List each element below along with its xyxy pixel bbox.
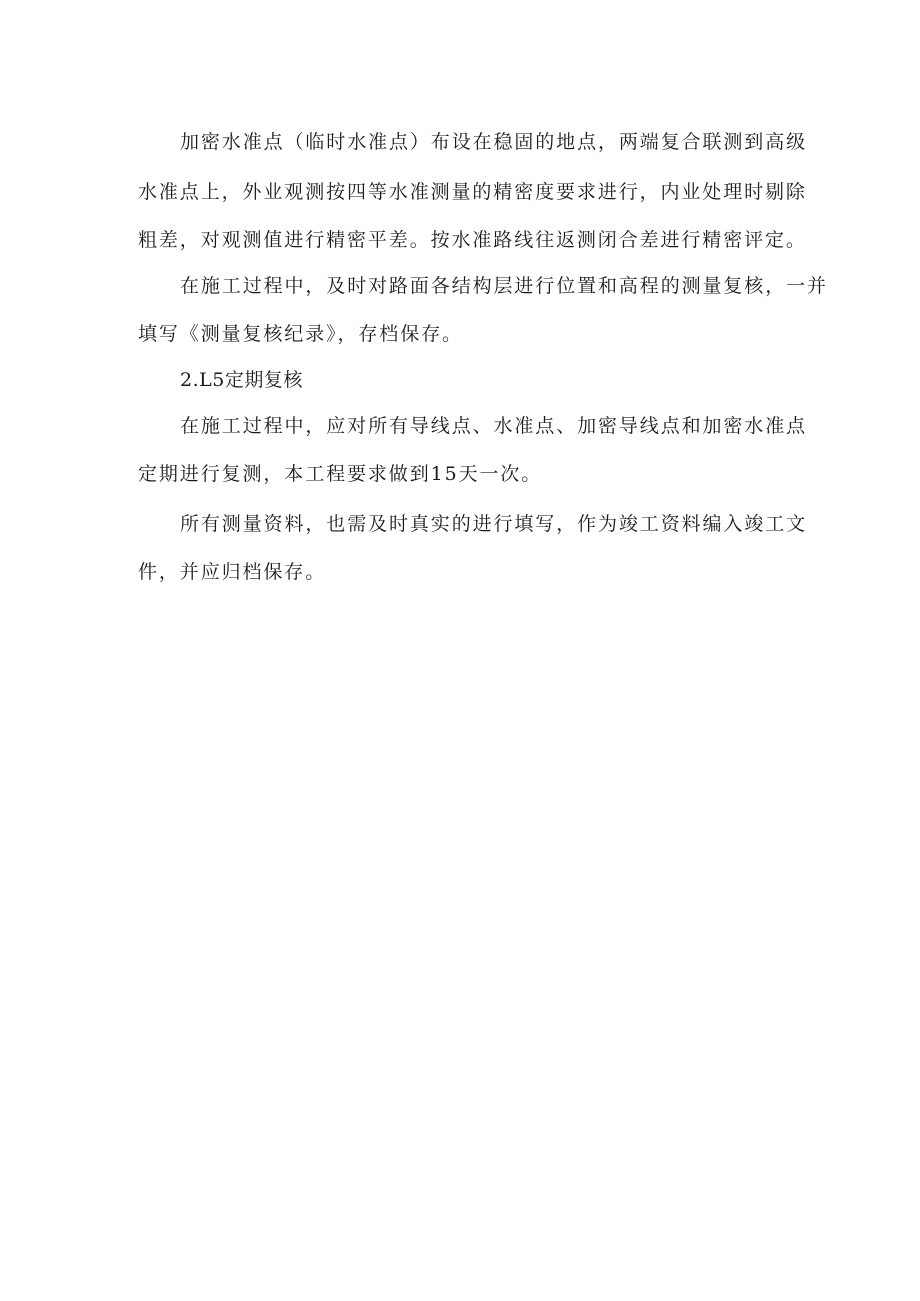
paragraph-1-line-3: 粗差，对观测值进行精密平差。按水准路线往返测闭合差进行精密评定。 [138,229,807,251]
paragraph-2-line-2: 填写《测量复核纪录》，存档保存。 [138,323,463,345]
paragraph-3-line-1: 在施工过程中，应对所有导线点、水准点、加密导线点和加密水准点 [180,415,808,437]
paragraph-4-line-2: 件，并应归档保存。 [138,561,327,583]
section-heading: 2.L5定期复核 [180,369,303,391]
paragraph-1-line-2: 水准点上，外业观测按四等水准测量的精密度要求进行，内业处理时剔除 [138,181,807,203]
paragraph-3-line-2: 定期进行复测，本工程要求做到15天一次。 [138,463,543,485]
paragraph-1-line-1: 加密水准点（临时水准点）布设在稳固的地点，两端复合联测到高级 [180,131,808,153]
paragraph-2-line-1: 在施工过程中，及时对路面各结构层进行位置和高程的测量复核，一并 [180,275,828,297]
paragraph-4-line-1: 所有测量资料，也需及时真实的进行填写，作为竣工资料编入竣工文 [180,513,808,535]
